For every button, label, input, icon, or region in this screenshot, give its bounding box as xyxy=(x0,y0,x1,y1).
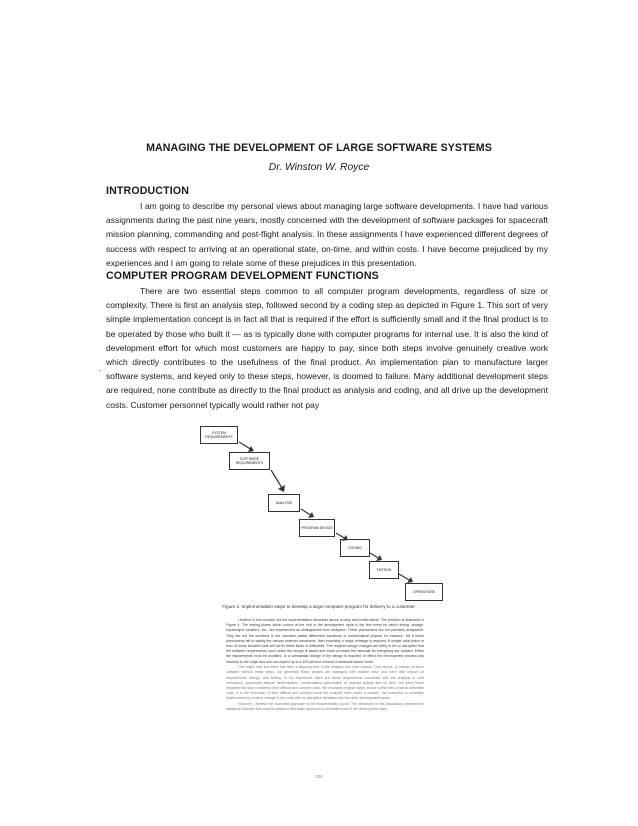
flow-arrow-icon xyxy=(300,507,324,521)
step-box-operations: OPERATIONS xyxy=(405,583,443,601)
step-box-coding: CODING xyxy=(340,539,370,557)
section-heading-development-functions: COMPUTER PROGRAM DEVELOPMENT FUNCTIONS xyxy=(106,270,379,282)
flow-arrow-icon xyxy=(335,531,357,543)
paper-title: MANAGING THE DEVELOPMENT OF LARGE SOFTWARE SYSTEMS xyxy=(146,142,492,154)
flow-arrow-icon xyxy=(398,572,422,585)
section-heading-introduction: INTRODUCTION xyxy=(106,185,190,197)
figure-caption: Figure 2. Implementation steps to develop a large computer program for delivery to a customer. xyxy=(222,604,416,609)
page-number: 328 xyxy=(315,774,323,779)
paragraph: I am going to describe my personal views about managing large software developments. I have had various assignments during the past nine years, mostly concerned with the development of software packages for spacecraft mission planning, commanding and post-flight analysis. In these assignments I have experienced different degrees of success with respect to arriving at an operational state, on-time, and within costs. I have become prejudiced by my experiences and I am going to relate some of these prejudices in this presentation. xyxy=(106,201,548,268)
figure-note xyxy=(226,618,424,713)
step-box-testing: TESTING xyxy=(369,561,399,579)
flow-arrow-icon xyxy=(369,551,391,563)
note-paragraph: One might note that there has been a skipping-over of the analysis and code phases. One cannot, of course, produce software without these steps, but generally these phases are managed with relative ease and have little impact on requirements, design, and testing. In my experience there are whole departments consumed with the analysis of orbit mechanics, spacecraft attitude determination, mathematical optimization of payload activity and so forth, but when these departments have completed their difficult and complex work, the resultant program steps involve a few lines of serial arithmetic code. If in the execution of their difficult and complex work the analysts have made a mistake, the correction is invariably implemented by a minor change in the code with no disruptive feedback into the other development bases. xyxy=(226,665,424,701)
section-body-development-functions xyxy=(106,284,548,412)
step-box-software-requirements: SOFTWARE REQUIREMENTS xyxy=(229,452,270,470)
section-body-introduction xyxy=(106,199,548,270)
note-paragraph: I believe in this concept, but the implementation described above is risky and invites failure. The problem is illustrated in Figure 4. The testing phase which occurs at the end of the development cycle is the first event for which timing, storage, input/output transfers, etc., are experienced as distinguished from analyzed. These phenomena are not precisely analyzable. They are not the solutions to the standard partial differential equations of mathematical physics for instance. Yet if these phenomena fail to satisfy the various external constraints, then invariably a major redesign is required. A simple octal patch or redo of some isolated code will not fix these kinds of difficulties. The required design changes are likely to be so disruptive that the software requirements upon which the design is based and which provides the rationale for everything are violated. Either the requirements must be modified, or a substantial change in the design is required. In effect the development process has returned to the origin and one can expect up to a 100-percent overrun in schedule and/or costs. xyxy=(226,618,424,664)
note-paragraph: However, I believe the illustrated approach to be fundamentally sound. The remainder of this discussion presents five additional features that must be added to this basic approach to eliminate most of the development risks. xyxy=(226,702,424,712)
flow-arrow-icon xyxy=(238,440,262,454)
paragraph: There are two essential steps common to all computer program developments, regardless of size or complexity. There is first an analysis step, followed second by a coding step as depicted in Figure 1. This sort of very simple implementation concept is in fact all that is required if the effort is sufficiently small and if the final product is to be operated by those who built it — as is typically done with computer programs for internal use. It is also the kind of development effort for which most customers are happy to pay, since both steps involve genuinely creative work which directly contributes to the usefulness of the final product. An implementation plan to manufacture larger software systems, and keyed only to these steps, however, is doomed to failure. Many additional development steps are required, none contribute as directly to the final product as analysis and coding, and all drive up the development costs. Customer personnel typically would rather not pay xyxy=(106,286,548,410)
margin-mark: · xyxy=(99,366,102,375)
step-box-system-requirements: SYSTEM REQUIREMENTS xyxy=(200,426,238,444)
step-box-program-design: PROGRAM DESIGN xyxy=(299,519,335,537)
author-name: Dr. Winston W. Royce xyxy=(268,162,370,173)
flow-arrow-icon xyxy=(270,468,294,494)
step-box-analysis: ANALYSIS xyxy=(268,494,300,512)
